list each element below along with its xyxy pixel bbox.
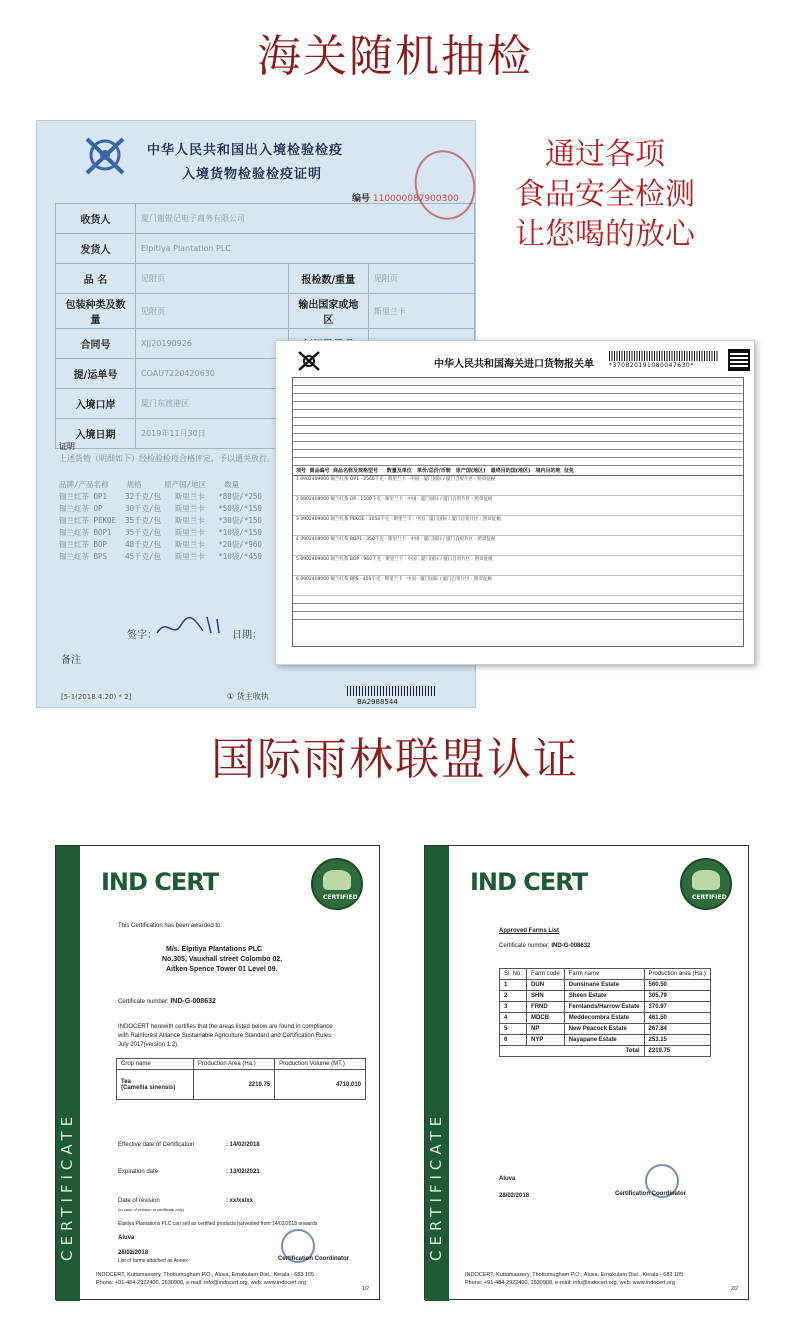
cert-number: Certificate number: IND-G-008632 [499, 943, 591, 949]
inspection-title: 中华人民共和国出入境检验检疫 [147, 143, 344, 158]
revision-date: : xx/xx/xx [226, 1198, 254, 1204]
certificate-band-text: CERTIFICATE [58, 1111, 76, 1261]
declaration-headers: 项号 商品编号 商品名称及规格型号 数量及单位 单价/总价/币制 原产国(地区) 最终目的国(地区) 境内目的地 征免 [293, 466, 743, 476]
farms-list-title: Approved Farms List [499, 928, 560, 934]
farm-row: 3 FRND Fernlands/Harrow Estate 370.97 [500, 1002, 711, 1013]
copy-label: ① 货主收执 [227, 692, 269, 701]
cert-date: 28/02/2018 [499, 1193, 530, 1199]
declaration-barcode-number: *370820191080047630* [609, 362, 694, 369]
rainforest-frog-seal-icon: CERTIFIED [311, 858, 363, 910]
farm-row: 6 NYP Nayapane Estate 253.15 [500, 1035, 711, 1046]
cert-address-1: No.305, Vauxhall street Colombo 02, [162, 956, 283, 963]
approved-farms-certificate [424, 845, 749, 1300]
barcode-number: BA2988544 [357, 698, 398, 706]
cert-annex: List of farms attached as Annex [118, 1258, 188, 1264]
effective-date: : 14/02/2018 [226, 1142, 260, 1148]
declaration-line: 5 0902409000 锡兰红茶 BOP · 960千克 · 斯里兰卡 · 中国 · 厦门国际 / 厦门自贸片区 · 照章征税 [293, 556, 743, 576]
qr-code-icon [728, 349, 750, 371]
sign-label: 签字： [127, 630, 157, 641]
declaration-line: 4 0902409000 锡兰红茶 BOP1 · 350千克 · 斯里兰卡 · 中国 · 厦门国际 / 厦门自贸片区 · 照章征税 [293, 536, 743, 556]
sell-text: Elpitiya Plantations PLC can sell as certified products harvested from 14/02/2018 onwards [118, 1221, 318, 1227]
cert-text-2: with Rainforest Alliance Sustainable Agriculture Standard and Certification Rules [118, 1033, 332, 1039]
declaration-body [292, 377, 744, 647]
declaration-line: 6 0902409000 锡兰红茶 BPS · 450千克 · 斯里兰卡 · 中国 · 厦门国际 / 厦门自贸片区 · 照章征税 [293, 576, 743, 596]
expiration-date: : 13/02/2021 [226, 1169, 260, 1175]
cert-footer: INDOCERT, Kuttamassery, Thottumugham P.O., Aluva, Ernakulam Dist., Kerala - 683 105 Phone: +91-484-2922400, 2630908, e-mail: info@indocert.org, web: www.indocert.org [96, 1272, 315, 1286]
page-number: 2/2 [731, 1286, 738, 1292]
form-code: [5-1(2018.4.20) * 2] [61, 693, 132, 701]
farm-row: 1 DUN Dunsinane Estate 560.50 [500, 980, 711, 991]
declaration-title: 中华人民共和国海关进口货物报关单 [434, 359, 594, 370]
farms-table: Sl. No: Farm code Farm name Production area (Ha.) 1 DUN Dunsinane Estate 560.50 2 SHN Sheen Estate 305.79 3 FRND Fernlands/Harrow Estate 370.97 4 MDCB Meddecombra Estate 461.50 5 NP New Peacock Estate 267.84 6 NYP Nayapane Estate 253.15 Total 2219.75 [499, 968, 711, 1057]
expiration-date-label: Expiration date [118, 1169, 159, 1175]
declaration-line: 3 0902409000 锡兰红茶 PEKOE · 1050千克 · 斯里兰卡 · 中国 · 厦门国际 / 厦门自贸片区 · 照章征税 [293, 516, 743, 536]
barcode-icon [609, 351, 719, 361]
cert-company: M/s. Elpitiya Plantations PLC [166, 946, 263, 953]
page-number: 1/2 [362, 1286, 369, 1292]
revision-date-label: Date of revision [118, 1198, 160, 1204]
indocert-logo: IND CERT [470, 868, 588, 896]
cert-text-3: July 2017(version 1.2). [118, 1042, 179, 1048]
cert-address-2: Aitken Spence Tower 01 Level 09. [166, 966, 278, 973]
cert-text-1: INDOCERT herewith certifies that the areas listed below are found in compliance [118, 1024, 333, 1030]
barcode-icon [347, 686, 437, 696]
inspection-proof: 证明 上述货物（明细如下）经检验检疫合格评定，予以通关放行。 [59, 442, 275, 463]
customs-inspection-heading: 海关随机抽检 [257, 31, 533, 82]
rainforest-certificate [55, 845, 380, 1300]
cert-place: Aluva [118, 1235, 135, 1241]
cert-number: Certificate number: IND-G-008632 [118, 998, 216, 1005]
indocert-logo: IND CERT [101, 868, 219, 896]
customs-declaration [275, 340, 755, 665]
revision-note: (In case of revision of certificate only) [118, 1207, 185, 1212]
cert-date: 28/02/2018 [118, 1250, 149, 1256]
date-label: 日期： [232, 630, 262, 641]
cert-intro: This Certification has been awarded to: [118, 923, 223, 929]
declaration-line: 2 0902409000 锡兰红茶 OP · 1500千克 · 斯里兰卡 · 中国 · 厦门国际 / 厦门自贸片区 · 照章征税 [293, 496, 743, 516]
slogan: 通过各项 食品安全检测 让您喝的放心 [515, 137, 695, 252]
farm-row: 5 NP New Peacock Estate 267.84 [500, 1024, 711, 1035]
customs-emblem-icon [296, 349, 322, 373]
inspection-subtitle: 入境货物检验检疫证明 [182, 167, 323, 182]
declaration-line: 1 0902409000 锡兰红茶 OP1 · 2560千克 · 斯里兰卡 · 中国 · 厦门国际 / 厦门自贸片区 · 照章征税 [293, 476, 743, 496]
remark-label: 备注 [61, 655, 81, 666]
customs-emblem-icon [77, 133, 133, 181]
cert-footer: INDOCERT, Kuttamassery, Thottumugham P.O., Aluva, Ernakulam Dist., Kerala - 683 105 Phone: +91-484-2922400, 2630908, e-mail: info@indocert.org, web: www.indocert.org [465, 1272, 684, 1286]
inspection-number: 编号 110000087900300 [352, 194, 459, 204]
inspection-goods-list: 品牌/产品名称 规格 原产国/地区 数量 锡兰红茶 OP1 32千克/包 斯里兰卡 *80袋/*250 锡兰红茶 OP 30千克/包 斯里兰卡 *50袋/*150 锡兰红茶 PEKOE 35千克/包 斯里兰卡 *30袋/*150 锡兰红茶 BOP1 35千克/包 斯里兰卡 *10袋/*150 锡兰红茶 BOP 48千克/包 斯里兰卡 *20袋/*960 锡兰红茶 BPS 45千克/包 斯里兰卡 *10袋/*450 [59, 480, 262, 561]
certificate-band-text: CERTIFICATE [427, 1111, 445, 1261]
effective-date-label: Effective date of Certification [118, 1142, 195, 1148]
rainforest-heading: 国际雨林联盟认证 [211, 734, 579, 785]
signature-icon [155, 613, 235, 639]
rainforest-frog-seal-icon: CERTIFIED [680, 858, 732, 910]
crop-table: Crop name Production Area (Ha.) Production Volume (MT.) Tea (Camellia sinensis) 2219.75 4710.010 [116, 1058, 366, 1100]
cert-place: Aluva [499, 1176, 516, 1182]
farm-row: 2 SHN Sheen Estate 305.79 [500, 991, 711, 1002]
coordinator-label: Certification Coordinator [615, 1191, 687, 1197]
coordinator-label: Certification Coordinator [278, 1256, 350, 1262]
farm-row: 4 MDCB Meddecombra Estate 461.50 [500, 1013, 711, 1024]
inspection-table: 收货人 厦门谢锟记电子商务有限公司 发货人 Elpitiya Plantation PLC 品 名 见附页 报检数/重量 见附页 包装种类及数量 见附页 输出国家或地区 斯里兰卡 合同号 XJJ20190926 提/运单号 COAU7220420630 入境口岸 厦门东渡港区 入境日期 2019年11月30日 [55, 203, 475, 449]
